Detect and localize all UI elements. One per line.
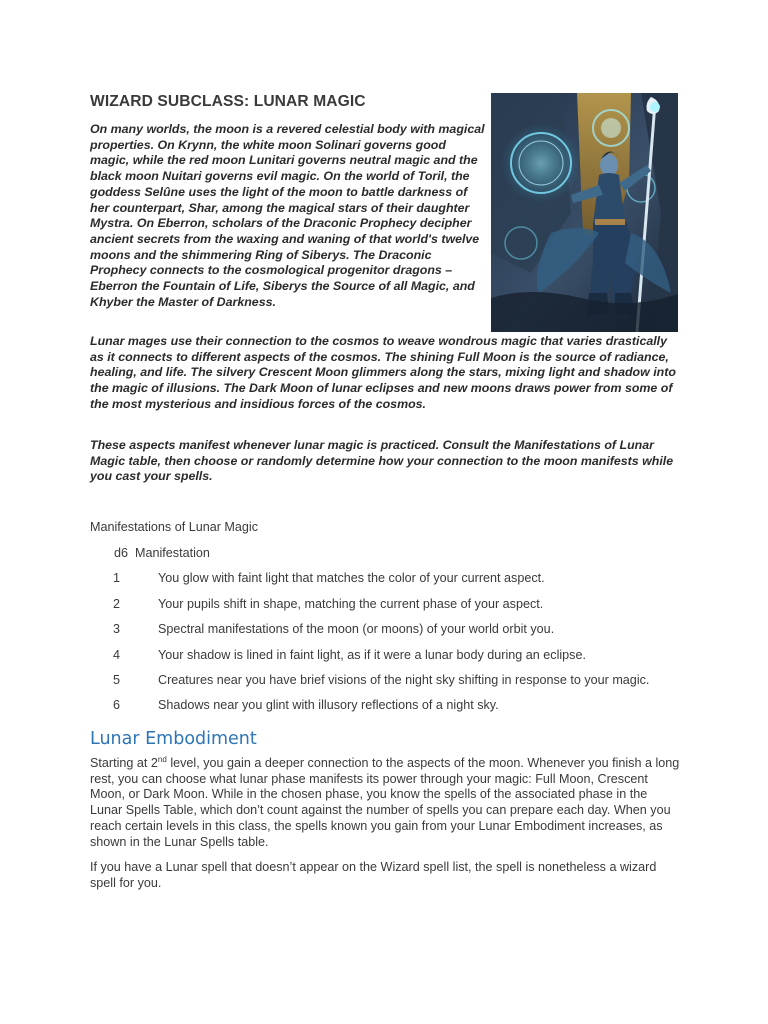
illustration-svg [491,93,678,332]
row-number: 2 [113,597,121,611]
table-row [0,698,768,716]
row-text: Your shadow is lined in faint light, as if it were a lunar body during an eclipse. [158,648,586,662]
table-header-die: d6 [114,546,129,560]
lunar-embodiment-paragraph [90,756,680,850]
table-row [0,648,768,666]
row-number: 3 [113,622,121,636]
lunar-mages-paragraph: Lunar mages use their connection to the cosmos to weave wondrous magic that varies drastically as it connects to different aspects of the cosmos. The shining Full Moon is the source of radiance, healing, and life. The silvery Crescent Moon glimmers along the stars, mixing light and shadow into the magic of illusions. The Dark Moon of lunar eclipses and new moons draws power from some of the most mysterious and insidious forces of the cosmos. [90,334,676,411]
table-title: Manifestations of Lunar Magic [90,520,259,534]
intro-paragraph: On many worlds, the moon is a revered celestial body with magical properties. On Krynn, the white moon Solinari governs good magic, while the red moon Lunitari governs neutral magic and the black moon Nuitari governs evil magic. On the world of Toril, the goddess Selûne uses the light of the moon to battle darkness of her counterpart, Shar, among the magical stars of their daughter Mystra. On Eberron, scholars of the Draconic Prophecy decipher ancient secrets from the waxing and waning of that world's twelve moons and the shimmering Ring of Siberys. The Draconic Prophecy connects to the cosmological progenitor dragons – Eberron the Fountain of Life, Siberys the Source of all Magic, and Khyber the Master of Darkness. [90,122,485,309]
row-text: Spectral manifestations of the moon (or moons) of your world orbit you. [158,622,555,636]
row-text: Your pupils shift in shape, matching the current phase of your aspect. [158,597,544,611]
aspects-paragraph: These aspects manifest whenever lunar magic is practiced. Consult the Manifestations of Lunar Magic table, then choose or randomly determine how your connection to the moon manifests while you cast your spells. [90,438,674,484]
lunar-mage-illustration [491,93,678,332]
row-number: 1 [113,571,121,585]
table-row [0,673,768,691]
page-title: WIZARD SUBCLASS: LUNAR MAGIC [90,93,366,110]
table-header-manifestation: Manifestation [135,546,210,560]
row-number: 4 [113,648,121,662]
body1-rest: level, you gain a deeper connection to the aspects of the moon. Whenever you finish a long rest, you can choose what lunar phase manifests its power through your magic: Full Moon, Crescent Moon, or Dark Moon. While in the chosen phase, you know the spells of the associated phase in the Lunar Spells Table, which don’t count against the number of spells you can prepare each day. When you reach certain levels in this class, the spells known you gain from your Lunar Embodiment increases, as shown in the Lunar Spells table. [90,756,680,849]
row-number: 5 [113,673,121,687]
wizard-spell-paragraph: If you have a Lunar spell that doesn’t appear on the Wizard spell list, the spell is nonetheless a wizard spell for you. [90,860,657,890]
section-heading-lunar-embodiment: Lunar Embodiment [90,729,257,749]
row-text: Creatures near you have brief visions of the night sky shifting in response to your magic. [158,673,650,687]
row-text: You glow with faint light that matches the color of your current aspect. [158,571,545,585]
ordinal-superscript: nd [157,755,167,764]
row-text: Shadows near you glint with illusory reflections of a night sky. [158,698,499,712]
table-row [0,571,768,589]
row-number: 6 [113,698,121,712]
table-row [0,597,768,615]
table-row [0,622,768,640]
body1-start: Starting at 2 [90,756,158,770]
